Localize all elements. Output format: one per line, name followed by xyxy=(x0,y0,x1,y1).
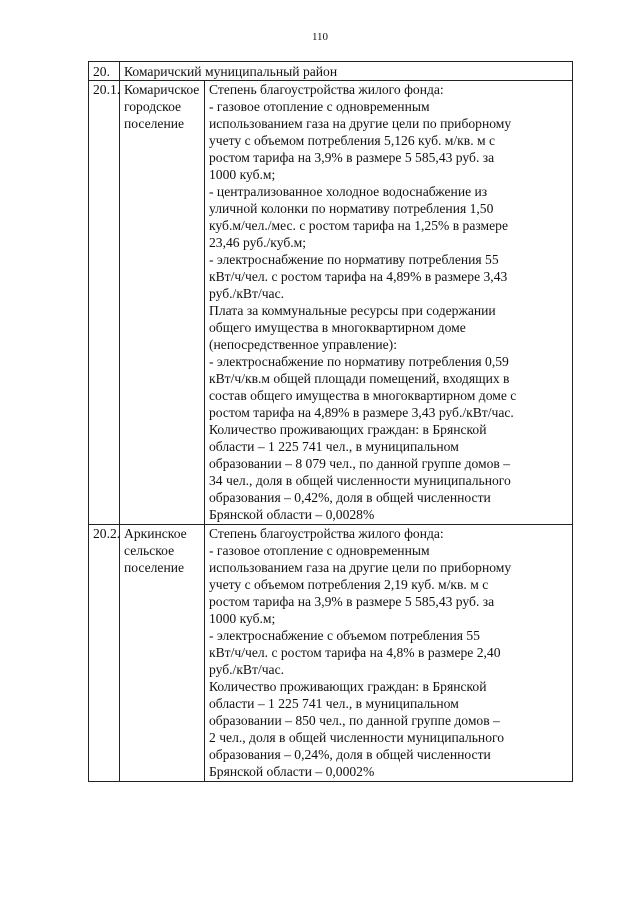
text-line: Степень благоустройства жилого фонда: xyxy=(209,526,444,541)
text-line: образования – 0,24%, доля в общей численности xyxy=(209,747,491,762)
section-title: Комаричский муниципальный район xyxy=(120,62,573,81)
text-line: области – 1 225 741 чел., в муниципальном xyxy=(209,439,459,454)
text-line: Степень благоустройства жилого фонда: xyxy=(209,82,444,97)
text-line: использованием газа на другие цели по приборному xyxy=(209,116,512,131)
text-line: 23,46 руб./куб.м; xyxy=(209,235,307,250)
text-line: городское xyxy=(124,99,182,114)
page-number: 110 xyxy=(311,31,329,43)
text-line: сельское xyxy=(124,543,175,558)
text-line: - электроснабжение по нормативу потребления 55 xyxy=(209,252,499,267)
text-line: Аркинское xyxy=(124,526,187,541)
text-line: уличной колонки по нормативу потребления 1,50 xyxy=(209,201,494,216)
text-line: кВт/ч/чел. с ростом тарифа на 4,8% в размере 2,40 xyxy=(209,645,501,660)
table-header-row xyxy=(89,62,573,81)
text-line: образовании – 850 чел., по данной группе домов – xyxy=(209,713,500,728)
text-line: (непосредственное управление): xyxy=(209,337,397,352)
municipal-table xyxy=(88,61,573,782)
text-line: учету с объемом потребления 5,126 куб. м/кв. м с xyxy=(209,133,496,148)
text-line: 2 чел., доля в общей численности муниципального xyxy=(209,730,505,745)
table-row xyxy=(89,81,573,525)
text-line: ростом тарифа на 4,89% в размере 3,43 руб./кВт/час. xyxy=(209,405,514,420)
text-line: поселение xyxy=(124,116,185,131)
text-line: - электроснабжение по нормативу потребления 0,59 xyxy=(209,354,509,369)
row-number: 20.2. xyxy=(89,525,120,782)
text-line: руб./кВт/час. xyxy=(209,286,285,301)
text-line: - электроснабжение с объемом потребления 55 xyxy=(209,628,480,643)
text-line: использованием газа на другие цели по приборному xyxy=(209,560,512,575)
text-line: Количество проживающих граждан: в Брянской xyxy=(209,679,487,694)
text-line: 1000 куб.м; xyxy=(209,167,276,182)
text-line: области – 1 225 741 чел., в муниципальном xyxy=(209,696,459,711)
settlement-name xyxy=(120,525,205,782)
text-line: руб./кВт/час. xyxy=(209,662,285,677)
settlement-name xyxy=(120,81,205,525)
text-line: кВт/ч/чел. с ростом тарифа на 4,89% в размере 3,43 xyxy=(209,269,508,284)
row-number: 20.1. xyxy=(89,81,120,525)
text-line: образовании – 8 079 чел., по данной группе домов – xyxy=(209,456,511,471)
text-line: Брянской области – 0,0002% xyxy=(209,764,375,779)
text-line: состав общего имущества в многоквартирном доме с xyxy=(209,388,517,403)
text-line: образования – 0,42%, доля в общей численности xyxy=(209,490,491,505)
table-row xyxy=(89,525,573,782)
text-line: 34 чел., доля в общей численности муниципального xyxy=(209,473,511,488)
settlement-description xyxy=(205,81,573,525)
text-line: - газовое отопление с одновременным xyxy=(209,543,430,558)
text-line: Комаричское xyxy=(124,82,200,97)
text-line: Количество проживающих граждан: в Брянской xyxy=(209,422,487,437)
text-line: поселение xyxy=(124,560,185,575)
text-line: 1000 куб.м; xyxy=(209,611,276,626)
text-line: - централизованное холодное водоснабжение из xyxy=(209,184,488,199)
text-line: общего имущества в многоквартирном доме xyxy=(209,320,466,335)
text-line: Брянской области – 0,0028% xyxy=(209,507,375,522)
text-line: - газовое отопление с одновременным xyxy=(209,99,430,114)
text-line: ростом тарифа на 3,9% в размере 5 585,43 руб. за xyxy=(209,150,495,165)
text-line: Плата за коммунальные ресурсы при содержании xyxy=(209,303,496,318)
text-line: ростом тарифа на 3,9% в размере 5 585,43 руб. за xyxy=(209,594,495,609)
text-line: куб.м/чел./мес. с ростом тарифа на 1,25% в размере xyxy=(209,218,509,233)
settlement-description xyxy=(205,525,573,782)
text-line: учету с объемом потребления 2,19 куб. м/кв. м с xyxy=(209,577,489,592)
text-line: кВт/ч/кв.м общей площади помещений, входящих в xyxy=(209,371,510,386)
section-number: 20. xyxy=(89,62,120,81)
